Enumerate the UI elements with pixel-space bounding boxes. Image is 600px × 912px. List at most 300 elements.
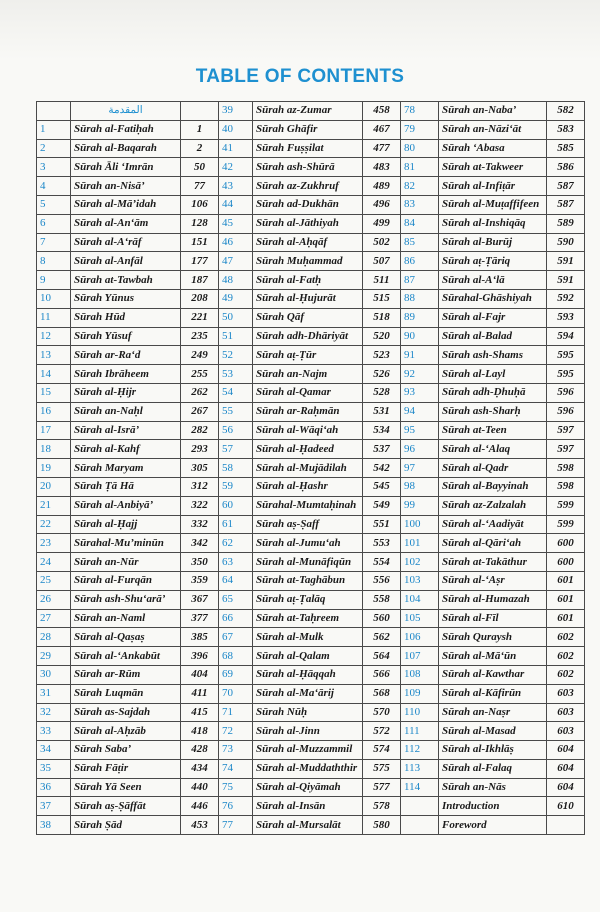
surah-number: 28	[37, 628, 71, 647]
page-number: 582	[547, 102, 585, 121]
surah-number: 58	[219, 459, 253, 478]
surah-number: 71	[219, 703, 253, 722]
page-number: 554	[363, 553, 401, 572]
table-row	[37, 214, 585, 233]
surah-name: Sūrah an-Naml	[71, 609, 181, 628]
surah-number: 109	[401, 684, 439, 703]
page-number: 568	[363, 684, 401, 703]
page-number: 458	[363, 102, 401, 121]
surah-name: Sūrah at-Teen	[439, 421, 547, 440]
surah-name: Sūrah al-Kawthar	[439, 665, 547, 684]
table-row	[37, 703, 585, 722]
page-number: 602	[547, 628, 585, 647]
surah-name: Sūrah al-Masad	[439, 722, 547, 741]
page-number: 575	[363, 759, 401, 778]
surah-number: 25	[37, 571, 71, 590]
surah-number: 85	[401, 233, 439, 252]
table-row	[37, 515, 585, 534]
page-number: 428	[181, 741, 219, 760]
surah-number: 103	[401, 571, 439, 590]
page-number: 599	[547, 515, 585, 534]
page-number: 502	[363, 233, 401, 252]
surah-name: Sūrah al-A‘lā	[439, 271, 547, 290]
surah-name: Sūrah ar-Raḥmān	[253, 402, 363, 421]
surah-name: Sūrah al-‘Alaq	[439, 440, 547, 459]
table-row	[37, 778, 585, 797]
page-number: 496	[363, 195, 401, 214]
table-row	[37, 365, 585, 384]
surah-number: 12	[37, 327, 71, 346]
table-row	[37, 553, 585, 572]
page-number: 578	[363, 797, 401, 816]
table-row	[37, 665, 585, 684]
surah-name: Sūrah an-Najm	[253, 365, 363, 384]
page-number: 322	[181, 496, 219, 515]
page-number: 77	[181, 177, 219, 196]
surah-number: 46	[219, 233, 253, 252]
surah-number: 22	[37, 515, 71, 534]
surah-name: Sūrah al-Ḥadeed	[253, 440, 363, 459]
page-number: 367	[181, 590, 219, 609]
surah-number: 26	[37, 590, 71, 609]
surah-number: 15	[37, 383, 71, 402]
page-number: 560	[363, 609, 401, 628]
surah-number: 96	[401, 440, 439, 459]
surah-name: Sūrah Nūḥ	[253, 703, 363, 722]
contents-table	[36, 101, 585, 835]
surah-name: Sūrah al-Layl	[439, 365, 547, 384]
surah-name: Sūrah al-Qāri‘ah	[439, 534, 547, 553]
page-number: 396	[181, 647, 219, 666]
surah-name: Sūrah al-‘Aṣr	[439, 571, 547, 590]
surah-number: 82	[401, 177, 439, 196]
surah-number: 92	[401, 365, 439, 384]
surah-name: المقدمة	[71, 102, 181, 121]
surah-number: 104	[401, 590, 439, 609]
surah-name: Sūrah al-Qaṣaṣ	[71, 628, 181, 647]
page-number: 453	[181, 816, 219, 835]
surah-name: Sūrah al-Falaq	[439, 759, 547, 778]
surah-number: 110	[401, 703, 439, 722]
surah-name: Sūrah al-Bayyinah	[439, 477, 547, 496]
surah-number: 32	[37, 703, 71, 722]
surah-name: Sūrah al-Fatḥ	[253, 271, 363, 290]
surah-name: Sūrah al-Jumu‘ah	[253, 534, 363, 553]
page-number: 556	[363, 571, 401, 590]
surah-number: 65	[219, 590, 253, 609]
surah-number: 27	[37, 609, 71, 628]
page-number: 106	[181, 195, 219, 214]
page-number: 489	[363, 177, 401, 196]
page-number: 499	[363, 214, 401, 233]
page-number: 537	[363, 440, 401, 459]
surah-name: Sūrah an-Naṣr	[439, 703, 547, 722]
surah-name: Sūrah al-Balad	[439, 327, 547, 346]
page-number: 587	[547, 195, 585, 214]
surah-name: Sūrah al-‘Aadiyāt	[439, 515, 547, 534]
page-number: 591	[547, 252, 585, 271]
surah-number: 84	[401, 214, 439, 233]
surah-name: Sūrah adh-Ḍhuḥā	[439, 383, 547, 402]
surah-name: Sūrah al-Wāqi‘ah	[253, 421, 363, 440]
surah-number: 31	[37, 684, 71, 703]
surah-number: 73	[219, 741, 253, 760]
surah-number: 113	[401, 759, 439, 778]
surah-name: Sūrah al-Ḥashr	[253, 477, 363, 496]
surah-name: Sūrah Yūsuf	[71, 327, 181, 346]
surah-number: 81	[401, 158, 439, 177]
surah-number: 64	[219, 571, 253, 590]
page-number: 446	[181, 797, 219, 816]
surah-number: 30	[37, 665, 71, 684]
surah-number: 61	[219, 515, 253, 534]
surah-name: Sūrah al-Baqarah	[71, 139, 181, 158]
page-number: 604	[547, 778, 585, 797]
page-number: 549	[363, 496, 401, 515]
page-number: 440	[181, 778, 219, 797]
page-number: 332	[181, 515, 219, 534]
page-number: 267	[181, 402, 219, 421]
surah-number: 88	[401, 289, 439, 308]
surah-number: 33	[37, 722, 71, 741]
table-row	[37, 271, 585, 290]
page-number: 151	[181, 233, 219, 252]
page-number: 483	[363, 158, 401, 177]
surah-number: 39	[219, 102, 253, 121]
surah-name: Sūrah al-Infiṭār	[439, 177, 547, 196]
page-number: 601	[547, 609, 585, 628]
surah-name: Sūrah al-A‘rāf	[71, 233, 181, 252]
surah-number: 10	[37, 289, 71, 308]
page-number: 249	[181, 346, 219, 365]
surah-name: Sūrah aṭ-Ṭūr	[253, 346, 363, 365]
surah-number: 74	[219, 759, 253, 778]
page-number: 2	[181, 139, 219, 158]
page-number: 601	[547, 571, 585, 590]
surah-name: Sūrah an-Nāzi‘āt	[439, 120, 547, 139]
surah-name: Sūrah ash-Shams	[439, 346, 547, 365]
page-number: 312	[181, 477, 219, 496]
surah-number: 48	[219, 271, 253, 290]
surah-name: Sūrah al-Kahf	[71, 440, 181, 459]
surah-name: Sūrah al-Muzzammil	[253, 741, 363, 760]
surah-number: 70	[219, 684, 253, 703]
page-number: 293	[181, 440, 219, 459]
page-number: 580	[363, 816, 401, 835]
surah-name: Sūrah Āli ‘Imrān	[71, 158, 181, 177]
surah-name: Sūrah adh-Dhāriyāt	[253, 327, 363, 346]
page-number: 564	[363, 647, 401, 666]
surah-number: 14	[37, 365, 71, 384]
surah-name: Sūrah al-Anbiyā’	[71, 496, 181, 515]
page-number: 221	[181, 308, 219, 327]
surah-number: 94	[401, 402, 439, 421]
surah-name: Sūrah al-Muddaththir	[253, 759, 363, 778]
surah-name: Sūrah al-Ḥijr	[71, 383, 181, 402]
page-number: 187	[181, 271, 219, 290]
surah-number: 34	[37, 741, 71, 760]
surah-number: 42	[219, 158, 253, 177]
surah-number: 95	[401, 421, 439, 440]
surah-name: Sūrah Fuṣṣilat	[253, 139, 363, 158]
page-number: 350	[181, 553, 219, 572]
page-number: 528	[363, 383, 401, 402]
page-number: 593	[547, 308, 585, 327]
surah-number: 37	[37, 797, 71, 816]
page-number: 235	[181, 327, 219, 346]
surah-number: 62	[219, 534, 253, 553]
page-number: 596	[547, 402, 585, 421]
page-number: 385	[181, 628, 219, 647]
page-number: 1	[181, 120, 219, 139]
surah-name: Sūrah Maryam	[71, 459, 181, 478]
table-row	[37, 102, 585, 121]
surah-number: 106	[401, 628, 439, 647]
surah-number: 75	[219, 778, 253, 797]
page-number: 603	[547, 722, 585, 741]
surah-name: Sūrah al-Isrā’	[71, 421, 181, 440]
page-number: 597	[547, 421, 585, 440]
surah-name: Sūrah Ṣād	[71, 816, 181, 835]
table-row	[37, 421, 585, 440]
surah-name: Foreword	[439, 816, 547, 835]
surah-number: 59	[219, 477, 253, 496]
surah-name: Sūrah as-Sajdah	[71, 703, 181, 722]
page-number: 551	[363, 515, 401, 534]
page-number	[547, 816, 585, 835]
surah-name: Sūrahal-Mumtaḥinah	[253, 496, 363, 515]
page-number: 282	[181, 421, 219, 440]
page-number: 591	[547, 271, 585, 290]
surah-name: Sūrah an-Nūr	[71, 553, 181, 572]
surah-number: 17	[37, 421, 71, 440]
page-number: 545	[363, 477, 401, 496]
surah-number: 100	[401, 515, 439, 534]
page-number: 208	[181, 289, 219, 308]
page-number: 596	[547, 383, 585, 402]
surah-name: Sūrah al-Anfāl	[71, 252, 181, 271]
page-number: 610	[547, 797, 585, 816]
page-number: 411	[181, 684, 219, 703]
surah-number: 41	[219, 139, 253, 158]
surah-number: 102	[401, 553, 439, 572]
page-number: 520	[363, 327, 401, 346]
page-number: 600	[547, 553, 585, 572]
surah-number: 52	[219, 346, 253, 365]
surah-name: Sūrah Qāf	[253, 308, 363, 327]
surah-number: 18	[37, 440, 71, 459]
surah-number: 45	[219, 214, 253, 233]
surah-number: 13	[37, 346, 71, 365]
page-number: 526	[363, 365, 401, 384]
table-row	[37, 477, 585, 496]
surah-number: 16	[37, 402, 71, 421]
surah-name: Sūrah aṣ-Ṣaff	[253, 515, 363, 534]
table-row	[37, 816, 585, 835]
page-number: 590	[547, 233, 585, 252]
surah-name: Sūrah al-An‘ām	[71, 214, 181, 233]
page-number: 262	[181, 383, 219, 402]
surah-number: 78	[401, 102, 439, 121]
surah-number: 43	[219, 177, 253, 196]
page-number: 592	[547, 289, 585, 308]
page-number: 50	[181, 158, 219, 177]
surah-name: Introduction	[439, 797, 547, 816]
page-number: 604	[547, 759, 585, 778]
surah-number: 40	[219, 120, 253, 139]
surah-number: 93	[401, 383, 439, 402]
surah-name: Sūrah Saba’	[71, 741, 181, 760]
table-row	[37, 308, 585, 327]
surah-name: Sūrah aṭ-Ṭalāq	[253, 590, 363, 609]
page-number: 566	[363, 665, 401, 684]
table-row	[37, 534, 585, 553]
surah-name: Sūrah an-Naba’	[439, 102, 547, 121]
surah-name: Sūrahal-Mu’minūn	[71, 534, 181, 553]
surah-name: Sūrah an-Naḥl	[71, 402, 181, 421]
surah-number	[401, 797, 439, 816]
surah-name: Sūrah Quraysh	[439, 628, 547, 647]
surah-number: 89	[401, 308, 439, 327]
surah-name: Sūrah ash-Shūrā	[253, 158, 363, 177]
surah-name: Sūrah al-Mā’idah	[71, 195, 181, 214]
table-row	[37, 647, 585, 666]
surah-number: 72	[219, 722, 253, 741]
surah-number: 108	[401, 665, 439, 684]
table-row	[37, 590, 585, 609]
table-row	[37, 628, 585, 647]
surah-name: Sūrah al-Jinn	[253, 722, 363, 741]
page-number: 583	[547, 120, 585, 139]
table-row	[37, 252, 585, 271]
table-row	[37, 571, 585, 590]
surah-name: Sūrahal-Ghāshiyah	[439, 289, 547, 308]
surah-number: 90	[401, 327, 439, 346]
page-number: 404	[181, 665, 219, 684]
surah-name: Sūrah al-‘Ankabūt	[71, 647, 181, 666]
page-number: 523	[363, 346, 401, 365]
page-number: 531	[363, 402, 401, 421]
page-number: 562	[363, 628, 401, 647]
surah-number: 107	[401, 647, 439, 666]
surah-number: 91	[401, 346, 439, 365]
surah-name: Sūrah al-Fīl	[439, 609, 547, 628]
surah-name: Sūrah al-Fajr	[439, 308, 547, 327]
page-number: 434	[181, 759, 219, 778]
surah-name: Sūrah al-Ḥujurāt	[253, 289, 363, 308]
surah-number: 1	[37, 120, 71, 139]
page-number: 570	[363, 703, 401, 722]
surah-number: 77	[219, 816, 253, 835]
surah-name: Sūrah al-Burūj	[439, 233, 547, 252]
surah-number: 29	[37, 647, 71, 666]
surah-number: 3	[37, 158, 71, 177]
table-row	[37, 233, 585, 252]
surah-number: 47	[219, 252, 253, 271]
page-number: 558	[363, 590, 401, 609]
surah-name: Sūrah al-Ikhlāṣ	[439, 741, 547, 760]
table-row	[37, 440, 585, 459]
table-row	[37, 741, 585, 760]
page-number: 507	[363, 252, 401, 271]
surah-name: Sūrah ad-Dukhān	[253, 195, 363, 214]
page-number: 534	[363, 421, 401, 440]
surah-name: Sūrah al-Qalam	[253, 647, 363, 666]
surah-number: 99	[401, 496, 439, 515]
table-row	[37, 496, 585, 515]
surah-name: Sūrah Yā Seen	[71, 778, 181, 797]
page-number: 585	[547, 139, 585, 158]
table-row	[37, 722, 585, 741]
surah-number: 66	[219, 609, 253, 628]
page-number: 418	[181, 722, 219, 741]
table-row	[37, 158, 585, 177]
surah-number: 101	[401, 534, 439, 553]
surah-number: 105	[401, 609, 439, 628]
surah-name: Sūrah aṭ-Ṭāriq	[439, 252, 547, 271]
surah-name: Sūrah az-Zalzalah	[439, 496, 547, 515]
surah-name: Sūrah Ibrāheem	[71, 365, 181, 384]
surah-number: 53	[219, 365, 253, 384]
surah-number: 50	[219, 308, 253, 327]
surah-number: 49	[219, 289, 253, 308]
page-number: 467	[363, 120, 401, 139]
page-number: 601	[547, 590, 585, 609]
surah-name: Sūrah ar-Ra‘d	[71, 346, 181, 365]
surah-name: Sūrah aṣ-Ṣāffāt	[71, 797, 181, 816]
surah-name: Sūrah al-Inshiqāq	[439, 214, 547, 233]
surah-name: Sūrah at-Tawbah	[71, 271, 181, 290]
surah-number	[37, 102, 71, 121]
surah-name: Sūrah ‘Abasa	[439, 139, 547, 158]
surah-number: 80	[401, 139, 439, 158]
page-number: 511	[363, 271, 401, 290]
table-row	[37, 402, 585, 421]
surah-name: Sūrah an-Nisā’	[71, 177, 181, 196]
page-number: 602	[547, 665, 585, 684]
surah-number: 63	[219, 553, 253, 572]
table-row	[37, 684, 585, 703]
page-number: 572	[363, 722, 401, 741]
page-number: 594	[547, 327, 585, 346]
surah-number: 44	[219, 195, 253, 214]
surah-name: Sūrah al-Munāfiqūn	[253, 553, 363, 572]
surah-number: 76	[219, 797, 253, 816]
table-row	[37, 327, 585, 346]
surah-name: Sūrah Fāṭir	[71, 759, 181, 778]
page-number: 518	[363, 308, 401, 327]
surah-number: 2	[37, 139, 71, 158]
surah-name: Sūrah al-Humazah	[439, 590, 547, 609]
surah-name: Sūrah al-Ḥāqqah	[253, 665, 363, 684]
page-number: 603	[547, 684, 585, 703]
table-row	[37, 177, 585, 196]
surah-number: 112	[401, 741, 439, 760]
surah-number: 4	[37, 177, 71, 196]
surah-name: Sūrah al-Aḥzāb	[71, 722, 181, 741]
surah-name: Sūrah at-Takweer	[439, 158, 547, 177]
surah-number: 54	[219, 383, 253, 402]
page-number: 542	[363, 459, 401, 478]
table-row	[37, 797, 585, 816]
page-number: 553	[363, 534, 401, 553]
surah-name: Sūrah at-Takāthur	[439, 553, 547, 572]
page-number: 359	[181, 571, 219, 590]
page-number: 377	[181, 609, 219, 628]
surah-number: 20	[37, 477, 71, 496]
surah-name: Sūrah al-Kāfirūn	[439, 684, 547, 703]
surah-number: 24	[37, 553, 71, 572]
